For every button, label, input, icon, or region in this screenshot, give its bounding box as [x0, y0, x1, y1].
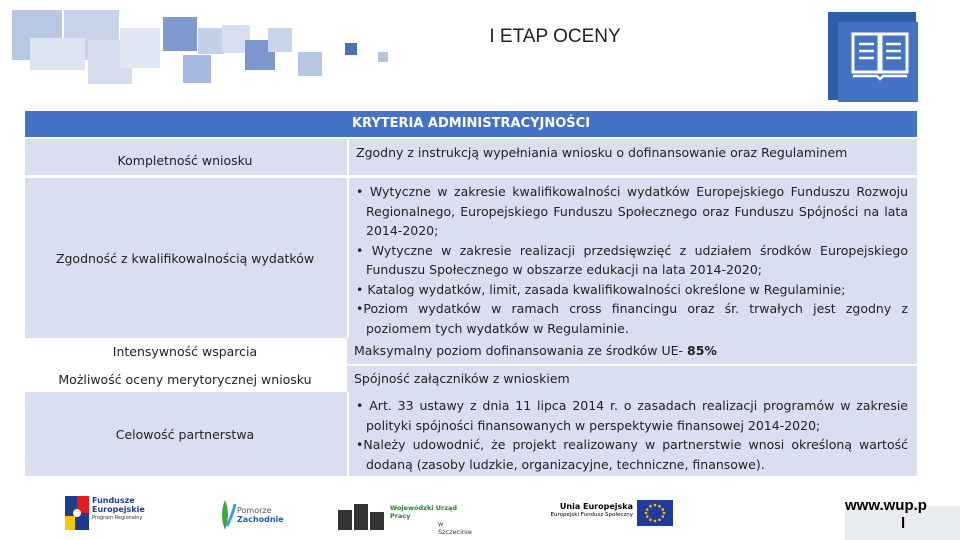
logo-text: Unia Europejska — [559, 502, 633, 511]
table-row — [25, 139, 917, 175]
list-item: •Poziom wydatków w ramach cross financingu oraz śr. trwałych jest zgodny z poziomem tych wydatków w Regulaminie. — [356, 301, 908, 336]
table-heading: KRYTERIA ADMINISTRACYJNOŚCI — [25, 111, 917, 137]
logo-text: Europejskie — [92, 505, 145, 514]
list-item: • Wytyczne w zakresie realizacji przedsięwzięć z udziałem środków Europejskiego Funduszu Społecznego w obszarze edukacji na lata 2014-2020; — [356, 242, 908, 277]
wup-building-icon — [338, 500, 386, 530]
pomorze-leaf-icon — [215, 496, 237, 530]
criterion-label: Kompletność wniosku — [117, 152, 253, 168]
eu-flag-icon — [637, 500, 673, 526]
description-text: Maksymalny poziom dofinansowania ze środków UE- — [354, 343, 687, 358]
criterion-description: Zgodny z instrukcją wypełniania wniosku o dofinansowanie oraz Regulaminem — [347, 139, 917, 175]
website-link-line1[interactable]: www.wup.p — [845, 497, 927, 514]
logo-text: Zachodnie — [237, 515, 284, 524]
logo-wup-szczecin — [338, 494, 478, 536]
criterion-label: Zgodność z kwalifikowalnością wydatków — [55, 250, 315, 266]
logo-text: w Szczecinie — [438, 520, 472, 536]
criterion-description — [347, 392, 917, 476]
website-link-line2[interactable]: l — [901, 515, 906, 532]
table-row — [25, 176, 917, 338]
list-item: •Należy udowodnić, że projekt realizowany w partnerstwie wnosi określoną wartość dodaną (zasoby ludzkie, organizacyjne, techniczne, finansowe). — [356, 437, 908, 472]
table-row — [25, 338, 917, 364]
logo-fundusze-europejskie — [65, 494, 155, 532]
criterion-description — [347, 338, 917, 364]
criterion-description: Spójność załączników z wnioskiem — [347, 366, 917, 392]
table-row — [25, 392, 917, 476]
eu-funds-star-icon — [65, 496, 89, 530]
criterion-label: Możliwość oceny merytorycznej wniosku — [58, 371, 312, 387]
logo-pomorze-zachodnie — [215, 494, 285, 532]
logo-text: Program Regionalny — [92, 515, 143, 521]
logo-text: Pomorze — [237, 506, 272, 515]
criterion-label: Celowość partnerstwa — [115, 426, 255, 442]
list-item: • Katalog wydatków, limit, zasada kwalifikowalności określone w Regulaminie; — [356, 281, 846, 297]
table-row — [25, 366, 917, 392]
list-item: • Wytyczne w zakresie kwalifikowalności wydatków Europejskiego Funduszu Rozwoju Regionalnego, Europejskiego Funduszu Społecznego oraz Funduszu Spójności na lata 2014-2020; — [356, 184, 908, 238]
page-title: I ETAP OCENY — [489, 26, 621, 47]
list-item: • Art. 33 ustawy z dnia 11 lipca 2014 r. o zasadach realizacji programów w zakresie polityki spójności finansowanych w perspektywie finansowej 2014-2020; — [356, 398, 908, 433]
logo-unia-europejska — [538, 494, 678, 532]
book-icon — [850, 30, 910, 82]
logo-text: Fundusze — [92, 496, 135, 505]
criterion-description — [347, 178, 917, 338]
logo-text: Wojewódzki Urząd Pracy — [390, 504, 458, 520]
website-link[interactable] — [845, 497, 927, 533]
criterion-label: Intensywność wsparcia — [112, 343, 258, 359]
funding-percent: 85% — [687, 343, 717, 358]
logo-text: Europejski Fundusz Społeczny — [550, 512, 633, 518]
